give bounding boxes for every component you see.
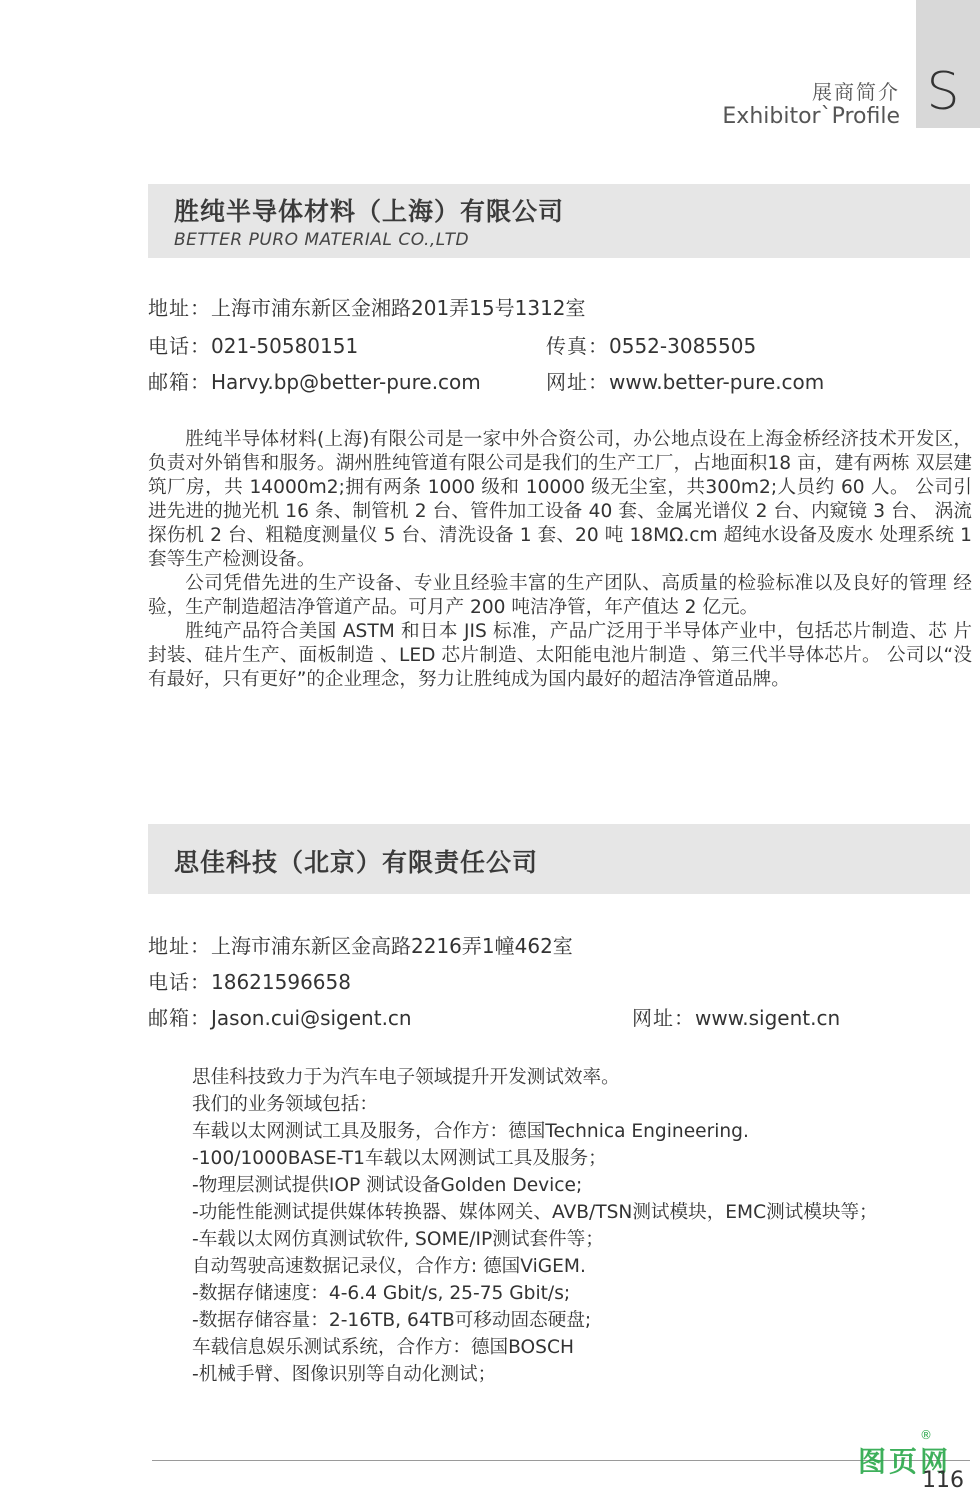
email-label: 邮箱： xyxy=(148,1006,211,1030)
list-item: -数据存储速度：4-6.4 Gbit/s, 25-75 Gbit/s; xyxy=(192,1283,571,1304)
email-value[interactable]: Harvy.bp@better-pure.com xyxy=(211,370,481,394)
web-label: 网址： xyxy=(546,370,609,394)
email-value[interactable]: Jason.cui@sigent.cn xyxy=(211,1006,412,1030)
watermark-logo: 图页网 xyxy=(858,1445,952,1478)
header-title-en: Exhibitor`Profile xyxy=(722,104,900,129)
company2-email-row xyxy=(148,1002,412,1031)
list-item: -机械手臂、图像识别等自动化测试； xyxy=(192,1364,497,1385)
company1-title-band xyxy=(148,184,970,258)
phone-value: 18621596658 xyxy=(211,970,351,994)
list-item: -100/1000BASE-T1车载以太网测试工具及服务； xyxy=(192,1148,607,1169)
list-item: -功能性能测试提供媒体转换器、媒体网关、AVB/TSN测试模块，EMC测试模块等； xyxy=(192,1202,878,1223)
footer-divider xyxy=(152,1460,970,1461)
phone-value: 021-50580151 xyxy=(211,334,359,358)
company1-name-en: BETTER PURO MATERIAL CO.,LTD xyxy=(174,230,470,250)
list-item: 车载信息娱乐测试系统，合作方：德国BOSCH xyxy=(192,1337,574,1358)
email-label: 邮箱： xyxy=(148,370,211,394)
company1-phone-row xyxy=(148,330,358,359)
page-number: 116 xyxy=(922,1468,964,1493)
list-item: -车载以太网仿真测试软件, SOME/IP测试套件等； xyxy=(192,1229,604,1250)
paragraph: 胜纯产品符合美国 ASTM 和日本 JIS 标准，产品广泛用于半导体产业中，包括芯片制造、芯 片封装、硅片生产、面板制造 、LED 芯片制造、太阳能电池片制造 、第三代半导体芯片。 公司以“没有最好，只有更好”的企业理念，努力让胜纯成为国内最好的超洁净管道品牌。 xyxy=(148,621,972,690)
company2-name-cn: 思佳科技（北京）有限责任公司 xyxy=(174,848,539,877)
address-label: 地址： xyxy=(148,934,211,958)
company1-web-row xyxy=(546,366,824,395)
company1-fax-row xyxy=(546,330,756,359)
address-label: 地址： xyxy=(148,296,211,320)
company2-phone-row xyxy=(148,966,351,995)
company1-address-row xyxy=(148,292,586,321)
company2-description xyxy=(192,1064,972,1388)
company1-description xyxy=(148,428,972,692)
paragraph: 胜纯半导体材料(上海)有限公司是一家中外合资公司，办公地点设在上海金桥经济技术开发区， 负责对外销售和服务。湖州胜纯管道有限公司是我们的生产工厂，占地面积18 亩，建有两栋 双层建筑厂房，共 14000m2;拥有两条 1000 级和 10000 级无尘室，共300m2;人员约 60 人。 公司引进先进的抛光机 16 条、制管机 2 台、管件加工设备 40 套、金属光谱仪 2 台、内窥镜 3 台、 涡流探伤机 2 台、粗糙度测量仪 5 台、清洗设备 1 套、20 吨 18MΩ.cm 超纯水设备及废水 处理系统 1 套等生产检测设备。 xyxy=(148,429,972,570)
paragraph: 公司凭借先进的生产设备、专业且经验丰富的生产团队、高质量的检验标准以及良好的管理 经验，生产制造超洁净管道产品。可月产 200 吨洁净管，年产值达 2 亿元。 xyxy=(148,573,972,618)
phone-label: 电话： xyxy=(148,970,211,994)
company2-web-row xyxy=(632,1002,840,1031)
header-title-cn: 展商简介 xyxy=(812,80,900,104)
address-value: 上海市浦东新区金高路2216弄1幢462室 xyxy=(211,934,573,958)
company2-title-band xyxy=(148,824,970,894)
list-item: -物理层测试提供IOP 测试设备Golden Device; xyxy=(192,1175,583,1196)
list-item: 车载以太网测试工具及服务，合作方：德国Technica Engineering. xyxy=(192,1121,749,1142)
company1-name-cn: 胜纯半导体材料（上海）有限公司 xyxy=(174,197,565,226)
fax-value: 0552-3085505 xyxy=(609,334,757,358)
web-label: 网址： xyxy=(632,1006,695,1030)
list-item: 我们的业务领域包括： xyxy=(192,1094,378,1115)
list-item: 思佳科技致力于为汽车电子领域提升开发测试效率。 xyxy=(192,1067,620,1088)
list-item: -数据存储容量：2-16TB, 64TB可移动固态硬盘; xyxy=(192,1310,592,1331)
fax-label: 传真： xyxy=(546,334,609,358)
registered-mark: ® xyxy=(920,1428,932,1442)
web-value[interactable]: www.sigent.cn xyxy=(695,1006,841,1030)
address-value: 上海市浦东新区金湘路201弄15号1312室 xyxy=(211,296,586,320)
section-letter: S xyxy=(926,62,960,122)
list-item: 自动驾驶高速数据记录仪，合作方: 德国ViGEM. xyxy=(192,1256,586,1277)
company1-email-row xyxy=(148,366,481,395)
web-value[interactable]: www.better-pure.com xyxy=(609,370,825,394)
company2-address-row xyxy=(148,930,573,959)
phone-label: 电话： xyxy=(148,334,211,358)
